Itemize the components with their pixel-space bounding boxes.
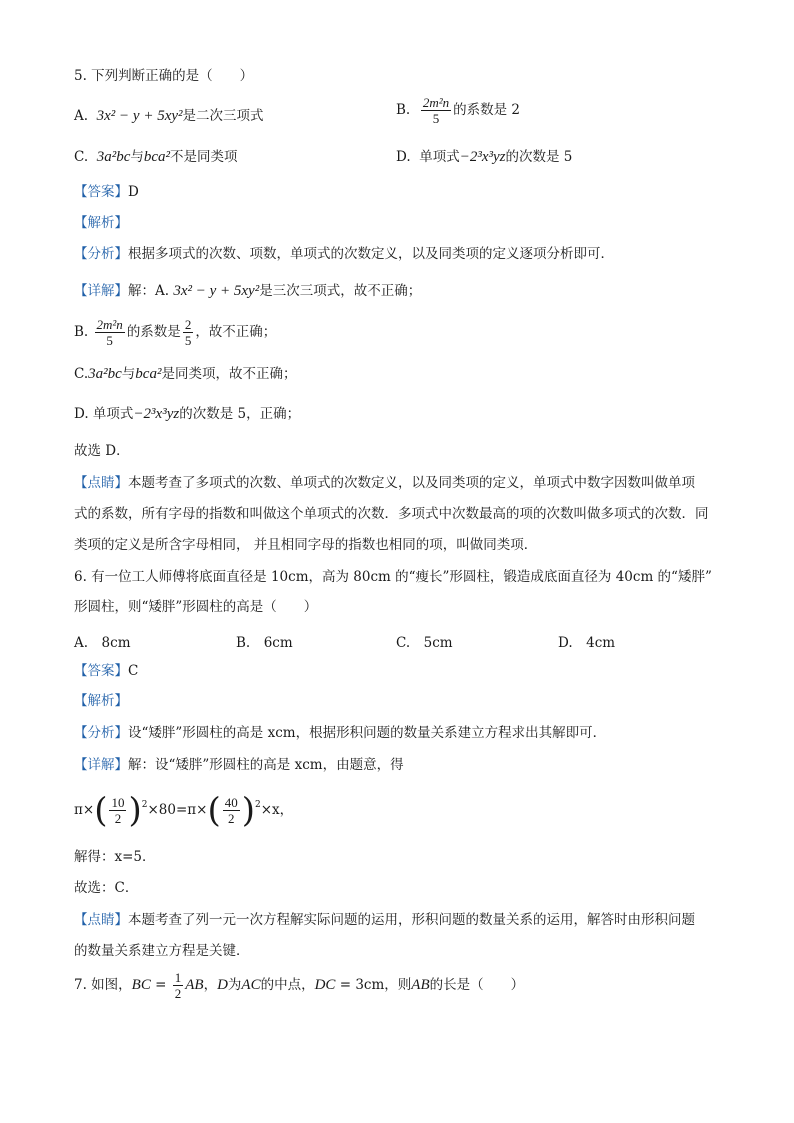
q6-option-d: D. 4cm bbox=[558, 635, 616, 651]
q5-answer: 【答案】D bbox=[74, 184, 139, 200]
q5-stem: 5. 下列判断正确的是（ ） bbox=[74, 68, 254, 84]
q5-detail-d: D. 单项式−2³x³yz的次数是 5，正确； bbox=[74, 406, 301, 422]
q5-dianjing-3: 类项的定义是所含字母相同， 并且相同字母的指数也相同的项，叫做同类项． bbox=[74, 537, 538, 553]
q5-choose: 故选 D． bbox=[74, 443, 130, 459]
q5-fenxi: 【分析】根据多项式的次数、项数，单项式的次数定义，以及同类项的定义逐项分析即可． bbox=[74, 246, 614, 262]
q6-stem-2: 形圆柱，则“矮胖”形圆柱的高是（ ） bbox=[74, 599, 318, 615]
q6-stem-1: 6. 有一位工人师傅将底面直径是 10cm，高为 80cm 的“瘦长”形圆柱，锻造成底面直径为 40cm 的“矮胖” bbox=[74, 569, 712, 585]
q6-fenxi: 【分析】设“矮胖”形圆柱的高是 xcm，根据形积问题的数量关系建立方程求出其解即可． bbox=[74, 725, 607, 741]
option-label: B. bbox=[396, 102, 411, 118]
text: 与 bbox=[130, 149, 144, 165]
option-label: D. bbox=[396, 149, 411, 165]
q5-detail-b: B. $\frac{\text{2m²n}}{5}$ 的系数是 $\frac{2}{5}$ ，故不正确； bbox=[74, 317, 277, 348]
option-text: 不是同类项 bbox=[170, 149, 238, 165]
option-label: A. bbox=[74, 108, 89, 124]
q5-xiangjie: 【详解】解：A. 3x² − y + 5xy²是三次三项式，故不正确； bbox=[74, 283, 422, 299]
q6-answer: 【答案】C bbox=[74, 663, 139, 679]
q6-dianjing-1: 【点睛】本题考查了列一元一次方程解实际问题的运用，形积问题的数量关系的运用，解答时由形积问题 bbox=[74, 912, 695, 928]
q7-stem: 7. 如图，BC = $\frac{1}{2}$ AB，D为AC的中点，DC = 3cm，则AB的长是（ ） bbox=[74, 970, 525, 1001]
math-expression: bca² bbox=[143, 149, 171, 165]
q5-option-d bbox=[396, 145, 572, 166]
math-expression: 3a²bc bbox=[96, 149, 131, 165]
q6-equation: π×( $\frac{10}{2}$ )$^2$×80=π×( $\frac{40}{2}$ )$^2$×x， bbox=[74, 790, 294, 831]
q6-option-c: C. 5cm bbox=[396, 635, 453, 651]
option-text: 的次数是 5 bbox=[505, 149, 573, 165]
q6-solve: 解得：x=5． bbox=[74, 849, 156, 865]
q6-analysis-heading: 【解析】 bbox=[74, 693, 128, 709]
q5-dianjing-2: 式的系数，所有字母的指数和叫做这个单项式的次数．多项式中次数最高的项的次数叫做多项式的次数．同 bbox=[74, 506, 709, 522]
q5-option-a bbox=[74, 104, 264, 125]
q6-xiangjie: 【详解】解：设“矮胖”形圆柱的高是 xcm，由题意，得 bbox=[74, 757, 404, 773]
q6-option-b: B. 6cm bbox=[236, 635, 293, 651]
option-label: C. bbox=[74, 149, 89, 165]
text: 单项式 bbox=[419, 149, 460, 165]
q5-analysis-heading: 【解析】 bbox=[74, 215, 128, 231]
q5-dianjing-1: 【点睛】本题考查了多项式的次数、单项式的次数定义，以及同类项的定义，单项式中数字因数叫做单项 bbox=[74, 475, 695, 491]
q6-option-a: A. 8cm bbox=[74, 635, 131, 651]
q5-option-b bbox=[396, 95, 520, 126]
math-expression: 3x² − y + 5xy² bbox=[96, 108, 183, 124]
q6-choose: 故选：C． bbox=[74, 880, 139, 896]
q5-option-c bbox=[74, 145, 238, 166]
q5-detail-c: C.3a²bc与bca²是同类项，故不正确； bbox=[74, 366, 297, 382]
option-text: 的系数是 2 bbox=[453, 102, 520, 118]
option-text: 是二次三项式 bbox=[182, 108, 264, 124]
fraction: $\frac{\text{2m²n}}{5}$ bbox=[422, 95, 450, 126]
q6-dianjing-2: 的数量关系建立方程是关键． bbox=[74, 943, 250, 959]
math-expression: −2³x³yz bbox=[459, 149, 506, 165]
